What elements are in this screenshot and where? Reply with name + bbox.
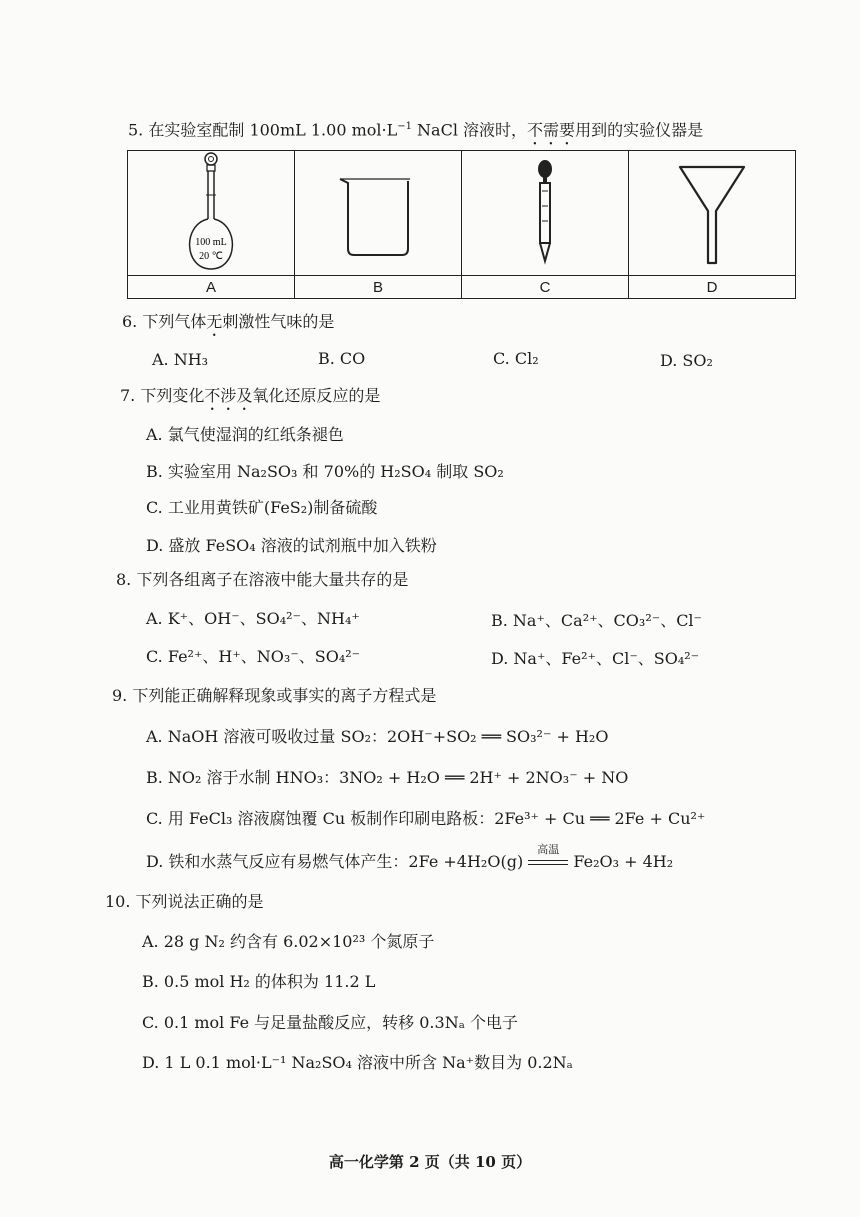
question-text: 下列各组离子在溶液中能大量共存的是 <box>136 570 409 589</box>
dropper-icon <box>515 151 575 271</box>
apparatus-label-a: A <box>128 276 295 299</box>
apparatus-label-d: D <box>629 276 796 299</box>
apparatus-cell-b <box>295 151 462 276</box>
question-text: 下列气体 <box>142 312 207 331</box>
question-9-stem <box>112 685 436 707</box>
question-6-stem <box>122 311 334 340</box>
option-a: A. NaOH 溶液可吸收过量 SO₂：2OH⁻+SO₂ ══ SO₃²⁻ + H₂O <box>146 727 609 746</box>
question-8-stem <box>116 569 408 591</box>
option-b: B. 0.5 mol H₂ 的体积为 11.2 L <box>142 972 376 991</box>
question-number: 6. <box>122 312 138 331</box>
option-d: D. 盛放 FeSO₄ 溶液的试剂瓶中加入铁粉 <box>146 536 437 555</box>
option-c: C. 用 FeCl₃ 溶液腐蚀覆 Cu 板制作印刷电路板：2Fe³⁺ + Cu ══ 2Fe + Cu²⁺ <box>146 809 706 828</box>
apparatus-cell-a <box>128 151 295 276</box>
superscript: −1 <box>397 121 412 132</box>
option-d: D. SO₂ <box>660 351 713 370</box>
option-a: A. 氯气使湿润的红纸条褪色 <box>146 425 344 444</box>
flask-capacity-label: 100 mL <box>195 237 227 248</box>
apparatus-cell-c <box>462 151 629 276</box>
beaker-icon <box>318 161 438 261</box>
question-number: 10. <box>105 892 131 911</box>
option-d <box>146 843 674 873</box>
emphasized-text: 无 <box>206 312 223 331</box>
option-text: Fe₂O₃ + 4H₂ <box>568 852 674 871</box>
question-text: 下列能正确解释现象或事实的离子方程式是 <box>132 686 437 705</box>
question-10-stem <box>105 891 264 913</box>
apparatus-table <box>127 150 796 299</box>
apparatus-cell-d <box>629 151 796 276</box>
question-number: 9. <box>112 686 128 705</box>
emphasized-text: 不需要 <box>527 120 576 140</box>
page-footer: 高一化学第 2 页（共 10 页） <box>328 1153 532 1171</box>
option-d: D. 1 L 0.1 mol·L⁻¹ Na₂SO₄ 溶液中所含 Na⁺数目为 0.2Nₐ <box>142 1053 573 1072</box>
option-c: C. 工业用黄铁矿(FeS₂)制备硫酸 <box>146 498 378 517</box>
question-number: 7. <box>120 386 136 405</box>
question-text: 在实验室配制 100mL 1.00 mol·L <box>148 120 398 140</box>
reaction-condition-arrow <box>528 843 568 873</box>
question-7-stem <box>120 385 380 414</box>
option-a: A. 28 g N₂ 约含有 6.02×10²³ 个氮原子 <box>142 932 435 951</box>
question-text: 用到的实验仪器是 <box>575 120 704 140</box>
option-c: C. Cl₂ <box>493 349 539 368</box>
option-b: B. CO <box>318 349 366 368</box>
flask-temperature-label: 20 ℃ <box>199 251 223 262</box>
question-text: 下列变化 <box>140 386 205 405</box>
option-text: D. 铁和水蒸气反应有易燃气体产生：2Fe +4H₂O(g) <box>146 852 529 871</box>
option-b: B. 实验室用 Na₂SO₃ 和 70%的 H₂SO₄ 制取 SO₂ <box>146 462 504 481</box>
option-a: A. K⁺、OH⁻、SO₄²⁻、NH₄⁺ <box>146 609 360 628</box>
reaction-condition: 高温 <box>537 843 560 856</box>
question-text: 刺激性气味的是 <box>222 312 335 331</box>
question-text: 下列说法正确的是 <box>135 892 264 911</box>
apparatus-label-b: B <box>295 276 462 299</box>
volumetric-flask-icon <box>136 151 286 271</box>
funnel-icon <box>652 151 772 271</box>
question-number: 8. <box>116 570 132 589</box>
option-b: B. NO₂ 溶于水制 HNO₃：3NO₂ + H₂O ══ 2H⁺ + 2NO₃⁻ + NO <box>146 768 629 787</box>
option-d: D. Na⁺、Fe²⁺、Cl⁻、SO₄²⁻ <box>491 649 700 668</box>
option-b: B. Na⁺、Ca²⁺、CO₃²⁻、Cl⁻ <box>491 611 702 630</box>
question-text: NaCl 溶液时， <box>411 120 528 140</box>
option-a: A. NH₃ <box>152 350 209 369</box>
apparatus-label-c: C <box>462 276 629 299</box>
question-5-stem <box>128 116 703 148</box>
option-c: C. 0.1 mol Fe 与足量盐酸反应，转移 0.3Nₐ 个电子 <box>142 1013 518 1032</box>
emphasized-text: 不涉及 <box>204 386 253 405</box>
question-number: 5. <box>128 120 144 140</box>
option-c: C. Fe²⁺、H⁺、NO₃⁻、SO₄²⁻ <box>146 647 361 666</box>
question-text: 氧化还原反应的是 <box>252 386 381 405</box>
